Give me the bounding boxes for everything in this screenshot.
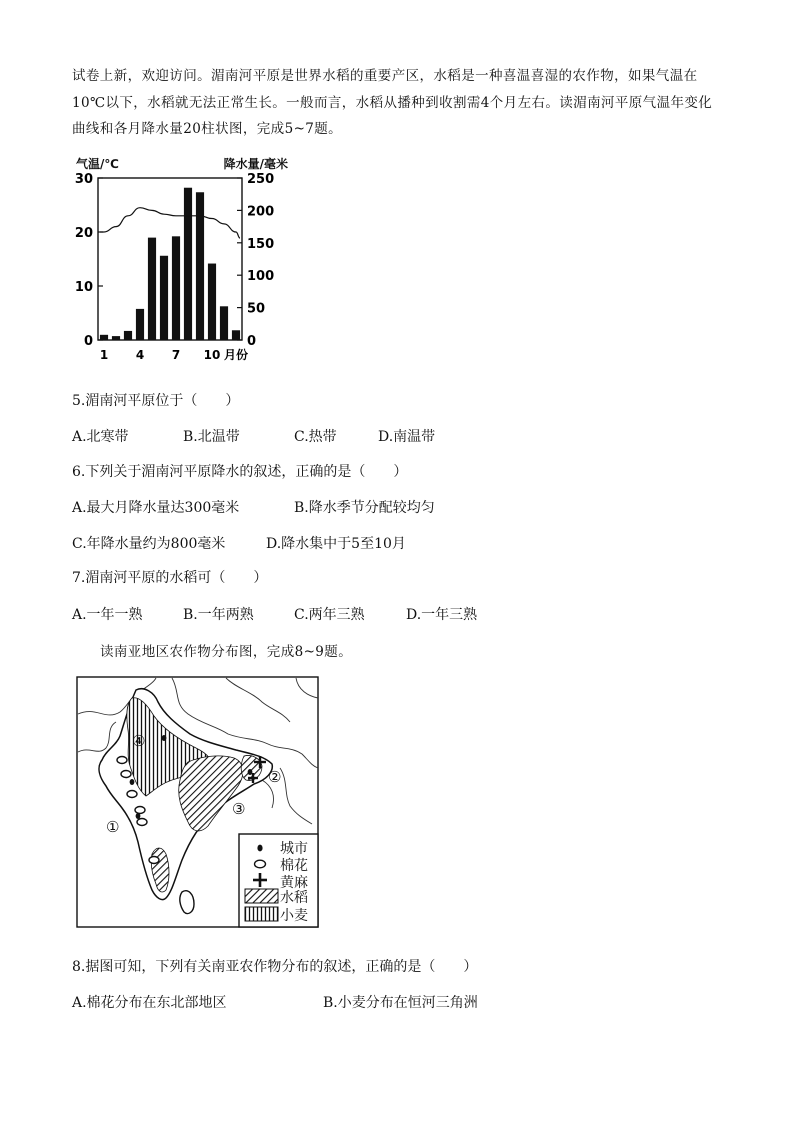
right-tick-label: 50 (247, 301, 266, 317)
left-tick-label: 20 (74, 226, 93, 241)
x-axis (100, 348, 221, 362)
precip-bar-8 (184, 188, 192, 340)
marker-2: ② (268, 768, 282, 786)
q8-option-b[interactable]: B.小麦分布在恒河三角洲 (323, 995, 478, 1011)
right-tick-label: 100 (247, 269, 275, 285)
x-tick-label: 7 (171, 348, 181, 362)
left-tick-label: 10 (74, 280, 93, 295)
precip-bar-9 (196, 192, 204, 340)
q8-stem: 8.据图可知，下列有关南亚农作物分布的叙述，正确的是（ ） (72, 959, 478, 975)
q7-option-a[interactable]: A.一年一熟 (72, 607, 143, 623)
q5-option-d[interactable]: D.南温带 (378, 429, 436, 445)
climate-chart (70, 152, 300, 367)
right-tick-label: 200 (247, 204, 275, 220)
q7-option-b[interactable]: B.一年两熟 (183, 607, 254, 623)
precip-bar-10 (208, 264, 216, 340)
marker-4: ④ (132, 732, 146, 750)
right-tick-label: 0 (247, 334, 257, 349)
legend-cotton-label: 棉花 (280, 858, 308, 874)
q8-option-a[interactable]: A.棉花分布在东北部地区 (72, 995, 227, 1011)
x-axis-unit: 月份 (224, 348, 249, 362)
legend-jute-label: 黄麻 (280, 875, 308, 891)
q5-option-c[interactable]: C.热带 (294, 429, 337, 445)
left-axis (75, 172, 103, 349)
precip-bar-4 (136, 309, 144, 340)
legend-city-label: 城市 (280, 841, 308, 857)
legend-wheat-swatch (245, 907, 278, 921)
right-tick-label: 150 (247, 236, 275, 252)
legend-wheat-label: 小麦 (280, 908, 308, 924)
q5-option-a[interactable]: A.北寒带 (72, 429, 129, 445)
left-tick-label: 30 (74, 172, 93, 187)
precip-bar-2 (112, 336, 120, 340)
marker-3: ③ (232, 800, 246, 818)
precip-bar-11 (220, 306, 228, 340)
temperature-curve (100, 208, 240, 238)
map-intro: 读南亚地区农作物分布图，完成8~9题。 (100, 644, 353, 660)
legend-rice-swatch (245, 889, 278, 903)
right-axis-title: 降水量/毫米 (223, 157, 288, 171)
intro-line-2: 10℃以下，水稻就无法正常生长。一般而言，水稻从播种到收割需4个月左右。读湄南河平原气温年变化 (72, 95, 713, 111)
q6-option-d[interactable]: D.降水集中于5至10月 (266, 536, 406, 552)
marker-1: ① (106, 818, 120, 836)
q7-option-d[interactable]: D.一年三熟 (406, 607, 478, 623)
intro-line-3: 曲线和各月降水量20柱状图，完成5~7题。 (72, 121, 343, 137)
x-tick-label: 10 (203, 348, 221, 362)
intro-line-1: 试卷上新，欢迎访问。湄南河平原是世界水稻的重要产区，水稻是一种喜温喜湿的农作物，如果气温在 (72, 68, 698, 84)
q6-stem: 6.下列关于湄南河平原降水的叙述，正确的是（ ） (72, 464, 408, 480)
precipitation-bars (100, 188, 240, 340)
left-tick-label: 0 (83, 334, 93, 349)
x-tick-label: 4 (135, 348, 145, 362)
q6-option-a[interactable]: A.最大月降水量达300毫米 (72, 500, 240, 516)
precip-bar-1 (100, 335, 108, 340)
precip-bar-6 (160, 256, 168, 340)
x-tick-label: 1 (99, 348, 109, 362)
q5-option-b[interactable]: B.北温带 (183, 429, 240, 445)
left-axis-title: 气温/℃ (76, 157, 119, 171)
q5-stem: 5.湄南河平原位于（ ） (72, 393, 240, 409)
map-legend (239, 834, 318, 927)
south-asia-crop-map (76, 676, 319, 928)
q7-option-c[interactable]: C.两年三熟 (294, 607, 365, 623)
q6-option-b[interactable]: B.降水季节分配较均匀 (294, 500, 435, 516)
q6-option-c[interactable]: C.年降水量约为800毫米 (72, 536, 226, 552)
precip-bar-12 (232, 330, 240, 340)
precip-bar-7 (172, 236, 180, 340)
q7-stem: 7.湄南河平原的水稻可（ ） (72, 570, 268, 586)
legend-cotton-symbol (255, 860, 266, 868)
legend-rice-label: 水稻 (280, 890, 308, 906)
right-tick-label: 250 (247, 172, 275, 187)
precip-bar-3 (124, 331, 132, 340)
precip-bar-5 (148, 238, 156, 340)
legend-city-symbol (257, 845, 262, 852)
